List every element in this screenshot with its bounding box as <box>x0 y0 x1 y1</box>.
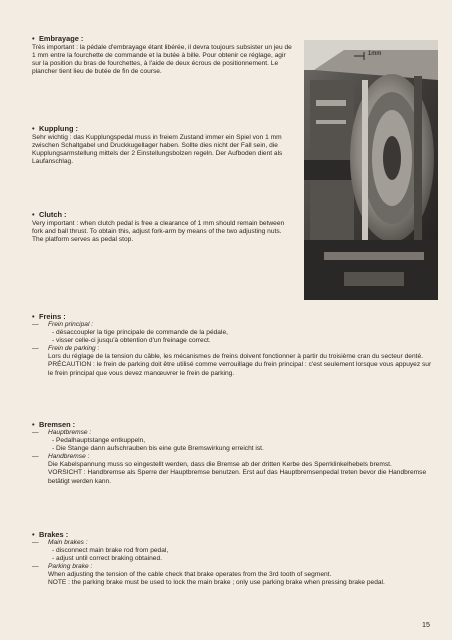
section-title: • Brakes : <box>32 530 69 539</box>
section-text: Sehr wichtig : das Kupplungspedal muss in freiem Zustand immer ein Spiel von 1 mm zwischen Schaltgabel und Druckkugellager haben. Sollte dies nicht der Fall sein, die Kupplungsarmstellung mittels der 2 Einstellungsbolzen regeln. Der Aufboden dient als Laufanschlag. <box>32 134 283 166</box>
list-item: - Die Stange dann aufschrauben bis eine gute Bremswirkung erreicht ist. <box>52 445 264 453</box>
subsection-heading: — Handbremse : <box>32 453 90 461</box>
caution-note: NOTE : the parking brake must be used to lock the main brake ; only use parking brake when pressing brake pedal. <box>48 579 385 587</box>
section-text: Very important : when clutch pedal is free a clearance of 1 mm should remain between fork and ball thrust. To obtain this, adjust fork-arm by means of the two adjusting nuts. The platform serves as pedal stop. <box>32 220 285 244</box>
caution-note: PRÉCAUTION : le frein de parking doit être utilisé comme verrouillage du frein principal : c'est seulement lorsque vous appuyez sur le frein principal que vous devez manœuvrer le frein de parking. <box>48 361 432 377</box>
section-brakes <box>32 530 432 588</box>
subsection-heading: — Main brakes : <box>32 539 88 546</box>
caution-note: VORSICHT : Handbremse als Sperre der Hauptbremse benutzen. Erst auf das Hauptbremsenpedal treten bevor die Handbremse betätigt werden kann. <box>48 469 427 485</box>
clutch-pulley-photo <box>304 40 438 300</box>
subsection-heading: — Frein principal : <box>32 321 94 328</box>
section-clutch <box>32 210 294 244</box>
list-item: - adjust until correct braking obtained. <box>52 555 162 563</box>
section-bremsen <box>32 420 432 486</box>
section-freins <box>32 312 432 378</box>
section-title: • Bremsen : <box>32 420 76 429</box>
subsection-text: When adjusting the tension of the cable check that brake operates from the 3rd tooth of segment. <box>48 571 332 579</box>
subsection-text: Die Kabelspannung muss so eingestellt werden, dass die Bremse ab der dritten Kerbe des Sperrklinkelhebels bremst. <box>48 461 392 469</box>
list-item: - désaccoupler la tige principale de commande de la pédale, <box>52 329 228 337</box>
section-kupplung <box>32 124 294 166</box>
list-item: - visser celle-ci jusqu'à obtention d'un freinage correct. <box>52 337 211 345</box>
list-item: - disconnect main brake rod from pedal, <box>52 547 169 555</box>
section-embrayage <box>32 34 294 76</box>
subsection-heading: — Hauptbremse : <box>32 429 92 436</box>
page-number: 15 <box>422 620 430 629</box>
subsection-heading: — Frein de parking : <box>32 345 100 353</box>
subsection-heading: — Parking brake : <box>32 563 93 571</box>
section-title: • Freins : <box>32 312 66 321</box>
section-text: Très important : la pédale d'embrayage étant libérée, il devra toujours subsister un jeu de 1 mm entre la fourchette de commande et la butée à bille. Pour obtenir ce réglage, agir sur la position du bras de fourchettes, à l'aide de deux écrous de positionnement. Le plancher tient lieu de butée de fin de course. <box>32 44 292 76</box>
subsection-text: Lors du réglage de la tension du câble, les mécanismes de freins doivent fonctionner à partir du troisième cran du secteur denté. <box>48 353 423 361</box>
photo-label: 1mm <box>368 51 382 57</box>
section-title: • Kupplung : <box>32 124 78 133</box>
section-title: • Embrayage : <box>32 34 84 43</box>
list-item: - Pedalhauptstange entkuppeln, <box>52 437 146 445</box>
section-title: • Clutch : <box>32 210 67 219</box>
